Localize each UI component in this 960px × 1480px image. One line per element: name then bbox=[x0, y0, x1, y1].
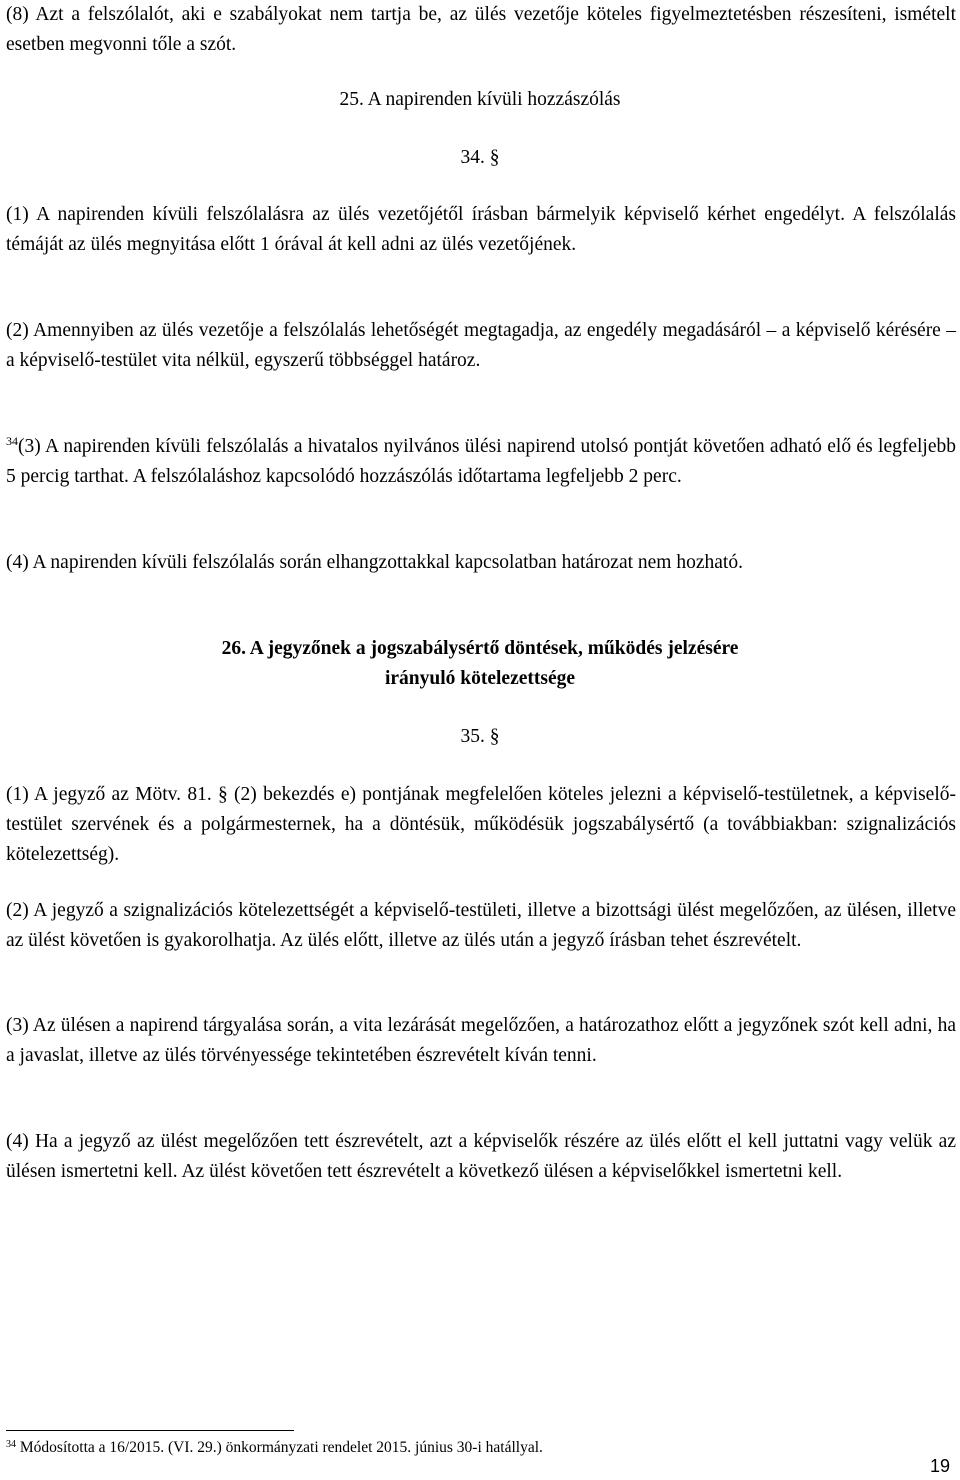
paragraph-34-3 bbox=[6, 432, 956, 492]
section-35-title: 35. § bbox=[460, 726, 500, 747]
footnote bbox=[6, 1438, 543, 1458]
footnote-number: 34 bbox=[6, 1439, 16, 1450]
paragraph-34-2: (2) Amennyiben az ülés vezetője a felszólalás lehetőségét megtagadja, az engedély megadásáról – a képviselő kérésére – a képviselő-testület vita nélkül, egyszerű többséggel határoz. bbox=[6, 320, 956, 371]
footnote-text: Módosította a 16/2015. (VI. 29.) önkormányzati rendelet 2015. június 30-i hatállyal. bbox=[16, 1439, 543, 1456]
page-number: 19 bbox=[929, 1456, 950, 1476]
heading-26-line1: 26. A jegyzőnek a jogszabálysértő döntések, működés jelzésére bbox=[221, 638, 739, 659]
paragraph-34-4: (4) A napirenden kívüli felszólalás során elhangzottakkal kapcsolatban határozat nem hozható. bbox=[6, 552, 743, 573]
footnote-separator bbox=[6, 1430, 294, 1431]
paragraph-33-8: (8) Azt a felszólalót, aki e szabályokat nem tartja be, az ülés vezetője köteles figyelmeztetésben részesíteni, ismételt esetben megvonni tőle a szót. bbox=[6, 4, 956, 55]
section-34-title: 34. § bbox=[460, 147, 500, 168]
paragraph-34-1: (1) A napirenden kívüli felszólalásra az ülés vezetőjétől írásban bármelyik képviselő kérhet engedélyt. A felszólalás témáját az ülés megnyitása előtt 1 órával át kell adni az ülés vezetőjének. bbox=[6, 204, 956, 255]
heading-26-line2: irányuló kötelezettsége bbox=[384, 668, 576, 689]
paragraph-35-3: (3) Az ülésen a napirend tárgyalása során, a vita lezárását megelőzően, a határozathoz előtt a jegyzőnek szót kell adni, ha a javaslat, illetve az ülés törvényessége tekintetében észrevételt kíván tenni. bbox=[6, 1015, 956, 1066]
paragraph-35-1: (1) A jegyző az Mötv. 81. § (2) bekezdés e) pontjának megfelelően köteles jelezni a képviselő-testületnek, a képviselő-testület szervének és a polgármesternek, ha a döntésük, működésük jogszabálysértő (a továbbiakban: szignalizációs kötelezettség). bbox=[6, 784, 956, 865]
footnote-reference[interactable]: 34 bbox=[6, 434, 18, 448]
paragraph-34-3-text: (3) A napirenden kívüli felszólalás a hivatalos nyilvános ülési napirend utolsó pontját követően adható elő és legfeljebb 5 percig tarthat. A felszólaláshoz kapcsolódó hozzászólás időtartama legfeljebb 2 perc. bbox=[6, 436, 956, 487]
heading-25: 25. A napirenden kívüli hozzászólás bbox=[339, 89, 621, 110]
paragraph-35-4: (4) Ha a jegyző az ülést megelőzően tett észrevételt, azt a képviselők részére az ülés előtt el kell juttatni vagy velük az ülésen ismertetni kell. Az ülést követően tett észrevételt a következő ülésen a képviselőkkel ismertetni kell. bbox=[6, 1131, 956, 1182]
paragraph-35-2: (2) A jegyző a szignalizációs kötelezettségét a képviselő-testületi, illetve a bizottsági ülést megelőzően, az ülésen, illetve az ülést követően is gyakorolhatja. Az ülés előtt, illetve az ülés után a jegyző írásban tehet észrevételt. bbox=[6, 900, 956, 951]
